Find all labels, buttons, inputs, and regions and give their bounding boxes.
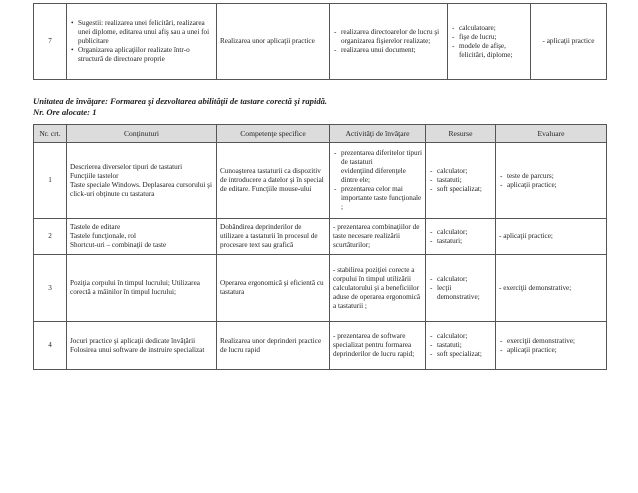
resource-item: - soft specializat; [429,185,492,194]
activities-cell: - stabilirea poziţiei corecte a corpului în timpul utilizării calculatorului şi a beneficiilor aduse de operarea ergonomică a tastaturii ; [330,255,426,322]
evaluation-item: - exerciţii demonstrative; [499,337,603,346]
resource-item: - modele de afişe, felicitări, diplome; [451,42,527,60]
activities-cell: - prezentarea de software specializat pentru formarea deprinderilor de lucru rapid; [330,322,426,370]
unit-hours: Nr. Ore alocate: 1 [33,107,97,117]
evaluation-cell: - exerciţii demonstrative; [496,255,607,322]
resource-item: - tastaturi; [429,237,492,246]
content-cell: Poziţia corpului în timpul lucrului; Utilizarea corectă a mâinilor în timpul lucrului; [67,255,217,322]
row-number: 7 [34,4,67,80]
activities-cell: - prezentarea combinaţiilor de taste necesare realizării scurtăturilor; [330,219,426,255]
content-cell [67,143,217,219]
content-line: Tastele de editare [70,223,121,231]
content-cell [67,4,217,80]
competence-cell: Cunoaşterea tastaturii ca dispozitiv de introducere a datelor şi în special de editare. Funcţiile mouse-ului [217,143,330,219]
content-item: • Organizarea aplicaţiilor realizate într-o structură de directoare proprie [70,46,213,64]
previous-unit-table [33,3,607,80]
content-line: Tastele funcţionale, rol [70,232,136,240]
row-number: 2 [34,219,67,255]
competence-cell: Realizarea unor deprinderi practice de lucru rapid [217,322,330,370]
unit-title: Unitatea de învăţare: Formarea şi dezvoltarea abilităţii de tastare corectă şi rapidă. [33,96,328,106]
row-number: 1 [34,143,67,219]
row-number: 4 [34,322,67,370]
header-evaluation: Evaluare [496,125,607,143]
table-row [34,255,607,322]
activities-cell [330,4,448,80]
competence-cell: Operarea ergonomică şi eficientă cu tastatura [217,255,330,322]
unit-heading [33,96,327,118]
content-cell [67,219,217,255]
content-line: Taste speciale Windows. Deplasarea cursorului şi click-uri obţinute cu tastatura [70,180,212,198]
content-line: Descrierea diverselor tipuri de tastaturi [70,162,183,171]
content-line: Shortcut-uri – combinaţii de taste [70,241,167,249]
evaluation-item: - teste de parcurs; [499,172,603,181]
resources-cell [426,143,496,219]
content-line: Folosirea unui software de instruire specializat [70,345,205,354]
header-resources: Resurse [426,125,496,143]
competence-cell: Dobândirea deprinderilor de utilizare a tastaturii în procesul de procesare text sau grafică [217,219,330,255]
header-activities: Activităţi de învăţare [330,125,426,143]
activity-item: - realizarea unui document; [333,46,444,55]
resource-item: - calculator; [429,332,492,341]
evaluation-item: - aplicaţii practice; [499,181,603,190]
evaluation-cell: - aplicaţii practice; [496,219,607,255]
content-cell [67,322,217,370]
activity-item: - prezentarea celor mai importante taste funcţionale ; [333,185,422,212]
table-row [34,322,607,370]
resource-item: - calculator; [429,275,492,284]
resource-item: - fişe de lucru; [451,33,527,42]
resource-item: - calculator; [429,167,492,176]
activity-item: - prezentarea diferitelor tipuri de tastaturi [333,149,422,167]
evaluation-item: - aplicaţii practice; [499,346,603,355]
unit-table [33,124,607,370]
evaluation-cell [496,143,607,219]
resource-item: - calculatoare; [451,24,527,33]
resource-item: - tastatuti; [429,176,492,185]
resource-item: - lecţii demonstrative; [429,284,492,302]
resource-item: - soft specializat; [429,350,492,359]
content-item: • Sugestii: realizarea unei felicitări, realizarea unei diplome, editarea unui afiş sau a unei foi publicitare [70,19,213,46]
resources-cell [426,219,496,255]
resource-item: - calculator; [429,228,492,237]
competence-cell: Realizarea unor aplicaţii practice [217,4,330,80]
activity-item: - realizarea directoarelor de lucru şi organizarea fişierelor realizate; [333,28,444,46]
activity-item: evidenţiind diferenţele dintre ele; [341,167,406,184]
content-line: Jocuri practice şi aplicaţii dedicate învăţării [70,336,196,345]
evaluation-cell [496,322,607,370]
resources-cell [426,322,496,370]
activities-cell [330,143,426,219]
resources-cell [448,4,531,80]
header-competence: Competenţe specifice [217,125,330,143]
resource-item: - tastatuti; [429,341,492,350]
table-row [34,143,607,219]
table-row [34,219,607,255]
resources-cell [426,255,496,322]
row-number: 3 [34,255,67,322]
header-content: Conţinuturi [67,125,217,143]
header-nr: Nr. crt. [34,125,67,143]
content-line: Funcţiile tastelor [70,171,119,180]
evaluation-cell: - aplicaţii practice [531,4,607,80]
